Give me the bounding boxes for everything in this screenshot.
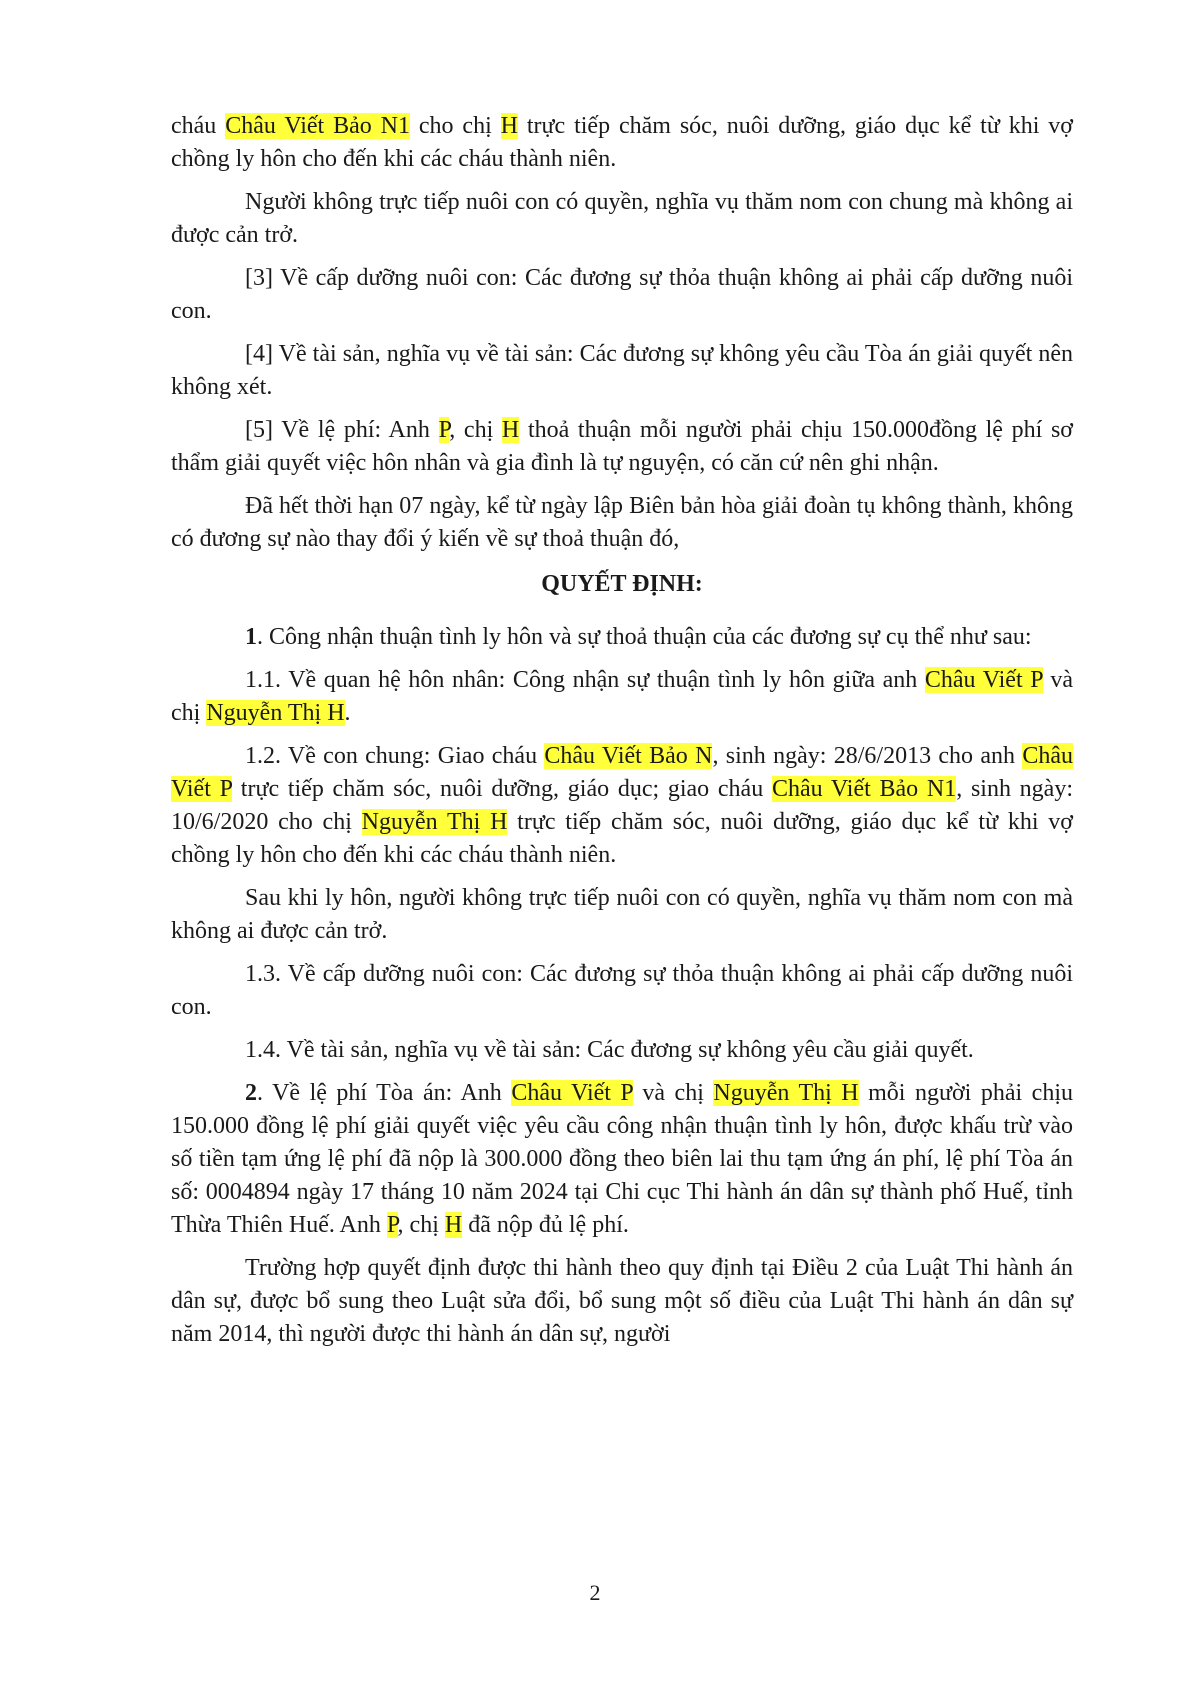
decision-heading: QUYẾT ĐỊNH:: [541, 571, 703, 597]
text-run: đã nộp đủ lệ phí.: [462, 1212, 629, 1238]
decision-item-1-1: [171, 664, 1073, 730]
highlighted-name: Châu Viết P: [924, 667, 1043, 693]
highlighted-name: H: [444, 1212, 463, 1238]
text-run: thoả thuận mỗi người phải chịu 150.000đồng lệ phí sơ thẩm giải quyết việc hôn nhân và gia đình là tự nguyện, có căn cứ nên ghi nhận.: [171, 417, 1073, 476]
highlighted-name: P: [438, 417, 450, 443]
text-run: cho chị: [409, 113, 501, 139]
highlighted-name: P: [386, 1212, 398, 1238]
text-run: . Về lệ phí Tòa án: Anh: [257, 1080, 512, 1106]
highlighted-name: Châu Viết P: [171, 743, 1074, 802]
text-run: trực tiếp chăm sóc, nuôi dưỡng, giáo dục kể từ khi vợ chồng ly hôn cho đến khi các cháu thành niên.: [171, 809, 1073, 868]
highlighted-name: H: [501, 417, 520, 443]
paragraph-custody-continued: [171, 110, 1073, 176]
text-run: , sinh ngày: 28/6/2013 cho anh: [712, 743, 1023, 769]
text-run: 1.1. Về quan hệ hôn nhân: Công nhận sự thuận tình ly hôn giữa anh: [245, 667, 925, 693]
text-run: , chị: [449, 417, 502, 443]
text-run: mỗi người phải chịu 150.000 đồng lệ phí giải quyết việc yêu cầu công nhận thuận tình ly hôn, được khấu trừ vào số tiền tạm ứng lệ phí đã nộp là 300.000 đồng theo biên lai thu tạm ứng án phí, lệ phí Tòa án số: 0004894 ngày 17 tháng 10 năm 2024 tại Chi cục Thi hành án dân sự thành phố Huế, tỉnh Thừa Thiên Huế. Anh: [171, 1080, 1073, 1238]
text-run: 1.2. Về con chung: Giao cháu: [245, 743, 545, 769]
paragraph-property: [4] Về tài sản, nghĩa vụ về tài sản: Các đương sự không yêu cầu Tòa án giải quyết nên không xét.: [171, 341, 1073, 400]
text-run: [5] Về lệ phí: Anh: [245, 417, 439, 443]
highlighted-name: Nguyễn Thị H: [206, 700, 345, 726]
highlighted-name: Nguyễn Thị H: [361, 809, 508, 835]
document-body: [171, 110, 1073, 1361]
paragraph-child-support: [3] Về cấp dưỡng nuôi con: Các đương sự thỏa thuận không ai phải cấp dưỡng nuôi con.: [171, 265, 1073, 324]
text-run: , chị: [397, 1212, 445, 1238]
item-number: 2: [245, 1080, 257, 1106]
highlighted-name: Châu Viết P: [511, 1080, 633, 1106]
decision-item-1: [171, 621, 1073, 654]
text-run: trực tiếp chăm sóc, nuôi dưỡng, giáo dục kể từ khi vợ chồng ly hôn cho đến khi các cháu thành niên.: [171, 113, 1073, 172]
decision-visitation: Sau khi ly hôn, người không trực tiếp nuôi con có quyền, nghĩa vụ thăm nom con mà không ai được cản trở.: [171, 885, 1073, 944]
text-run: .: [344, 700, 351, 726]
decision-item-1-4: 1.4. Về tài sản, nghĩa vụ về tài sản: Các đương sự không yêu cầu giải quyết.: [245, 1037, 974, 1063]
text-run: , sinh ngày: 10/6/2020 cho chị: [171, 776, 1073, 835]
page-number: 2: [589, 1580, 601, 1605]
decision-item-1-2: [171, 740, 1073, 872]
highlighted-name: Nguyễn Thị H: [713, 1080, 859, 1106]
text-run: . Công nhận thuận tình ly hôn và sự thoả thuận của các đương sự cụ thể như sau:: [257, 624, 1032, 650]
item-number: 1: [245, 624, 257, 650]
highlighted-name: H: [500, 113, 518, 139]
decision-item-1-3: 1.3. Về cấp dưỡng nuôi con: Các đương sự thỏa thuận không ai phải cấp dưỡng nuôi con.: [171, 961, 1073, 1020]
highlighted-name: Châu Viết Bảo N1: [225, 113, 410, 139]
paragraph-visitation-rights: Người không trực tiếp nuôi con có quyền, nghĩa vụ thăm nom con chung mà không ai được cản trở.: [171, 189, 1073, 248]
highlighted-name: Châu Viết Bảo N: [544, 743, 713, 769]
text-run: trực tiếp chăm sóc, nuôi dưỡng, giáo dục; giao cháu: [232, 776, 772, 802]
text-run: và chị: [632, 1080, 714, 1106]
highlighted-name: Châu Viết Bảo N1: [771, 776, 957, 802]
paragraph-time-limit: Đã hết thời hạn 07 ngày, kể từ ngày lập Biên bản hòa giải đoàn tụ không thành, không có đương sự nào thay đổi ý kiến về sự thoả thuận đó,: [171, 493, 1073, 552]
text-run: cháu: [171, 113, 226, 139]
text-run: và chị: [171, 667, 1073, 726]
decision-item-2: [171, 1077, 1073, 1242]
paragraph-enforcement: Trường hợp quyết định được thi hành theo quy định tại Điều 2 của Luật Thi hành án dân sự, được bổ sung theo Luật sửa đổi, bổ sung một số điều của Luật Thi hành án dân sự năm 2014, thì người được thi hành án dân sự, người: [171, 1255, 1073, 1347]
paragraph-fees: [171, 414, 1073, 480]
